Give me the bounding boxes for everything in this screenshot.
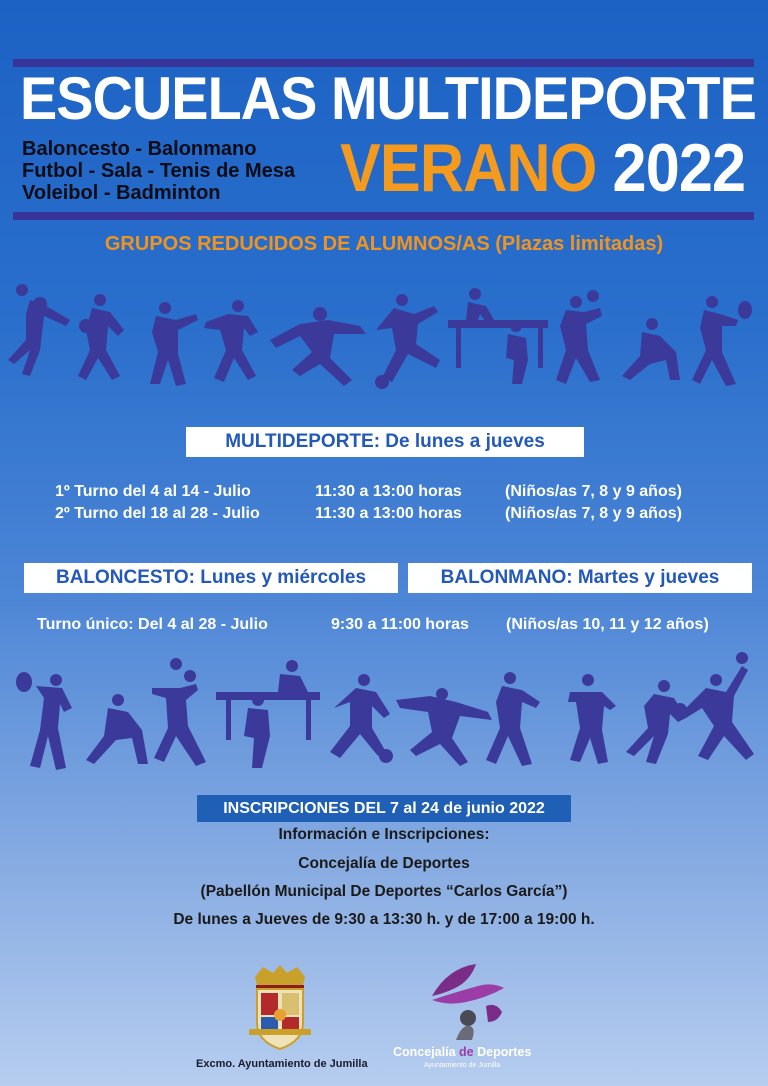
- turn-2-hours: 11:30 a 13:00 horas: [315, 505, 462, 522]
- info-line: (Pabellón Municipal De Deportes “Carlos García”): [200, 883, 568, 900]
- season-word: VERANO: [340, 130, 597, 206]
- subtitle: GRUPOS REDUCIDOS DE ALUMNOS/AS (Plazas limitadas): [104, 233, 664, 255]
- single-turn-period: Turno único: Del 4 al 28 - Julio: [37, 616, 268, 633]
- single-turn-hours: 9:30 a 11:00 horas: [331, 616, 469, 633]
- athletes-silhouettes-bottom: [0, 652, 768, 772]
- concejalia-de-word: de: [459, 1045, 474, 1059]
- baloncesto-label: BALONCESTO: Lunes y miércoles: [24, 563, 398, 593]
- sports-line: Voleibol - Badminton: [22, 182, 221, 204]
- concejalia-word: Concejalía: [393, 1045, 456, 1059]
- concejalia-subcaption: Ayuntamiento de Jumilla: [424, 1062, 501, 1069]
- info-line: Información e Inscripciones:: [278, 826, 490, 843]
- registration-dates-banner: INSCRIPCIONES DEL 7 al 24 de junio 2022: [197, 795, 571, 822]
- multideporte-label: MULTIDEPORTE: De lunes a jueves: [186, 427, 584, 457]
- header-bottom-bar: [13, 212, 754, 220]
- sports-line: Baloncesto - Balonmano: [22, 138, 257, 160]
- turn-1-hours: 11:30 a 13:00 horas: [315, 483, 462, 500]
- turn-1-period: 1º Turno del 4 al 14 - Julio: [55, 483, 251, 500]
- ayuntamiento-caption: Excmo. Ayuntamiento de Jumilla: [196, 1058, 368, 1070]
- turn-2-period: 2º Turno del 18 al 28 - Julio: [55, 505, 260, 522]
- season-heading: [340, 132, 745, 204]
- concejalia-deportes-logo-icon: [426, 962, 510, 1042]
- sports-list: [22, 138, 295, 204]
- turn-2-ages: (Niños/as 7, 8 y 9 años): [505, 505, 682, 522]
- balonmano-label: BALONMANO: Martes y jueves: [408, 563, 752, 593]
- concejalia-caption: [393, 1045, 531, 1059]
- athletes-silhouettes-top: [0, 280, 768, 402]
- info-line: Concejalía de Deportes: [298, 855, 470, 872]
- single-turn-ages: (Niños/as 10, 11 y 12 años): [506, 616, 709, 633]
- poster-title: ESCUELAS MULTIDEPORTE: [20, 65, 756, 132]
- turn-1-ages: (Niños/as 7, 8 y 9 años): [505, 483, 682, 500]
- sports-line: Futbol - Sala - Tenis de Mesa: [22, 160, 296, 182]
- info-line: De lunes a Jueves de 9:30 a 13:30 h. y de 17:00 a 19:00 h.: [173, 911, 595, 928]
- concejalia-deportes-word: Deportes: [477, 1045, 532, 1059]
- season-year: 2022: [612, 130, 746, 206]
- jumilla-coat-of-arms-icon: [247, 965, 313, 1053]
